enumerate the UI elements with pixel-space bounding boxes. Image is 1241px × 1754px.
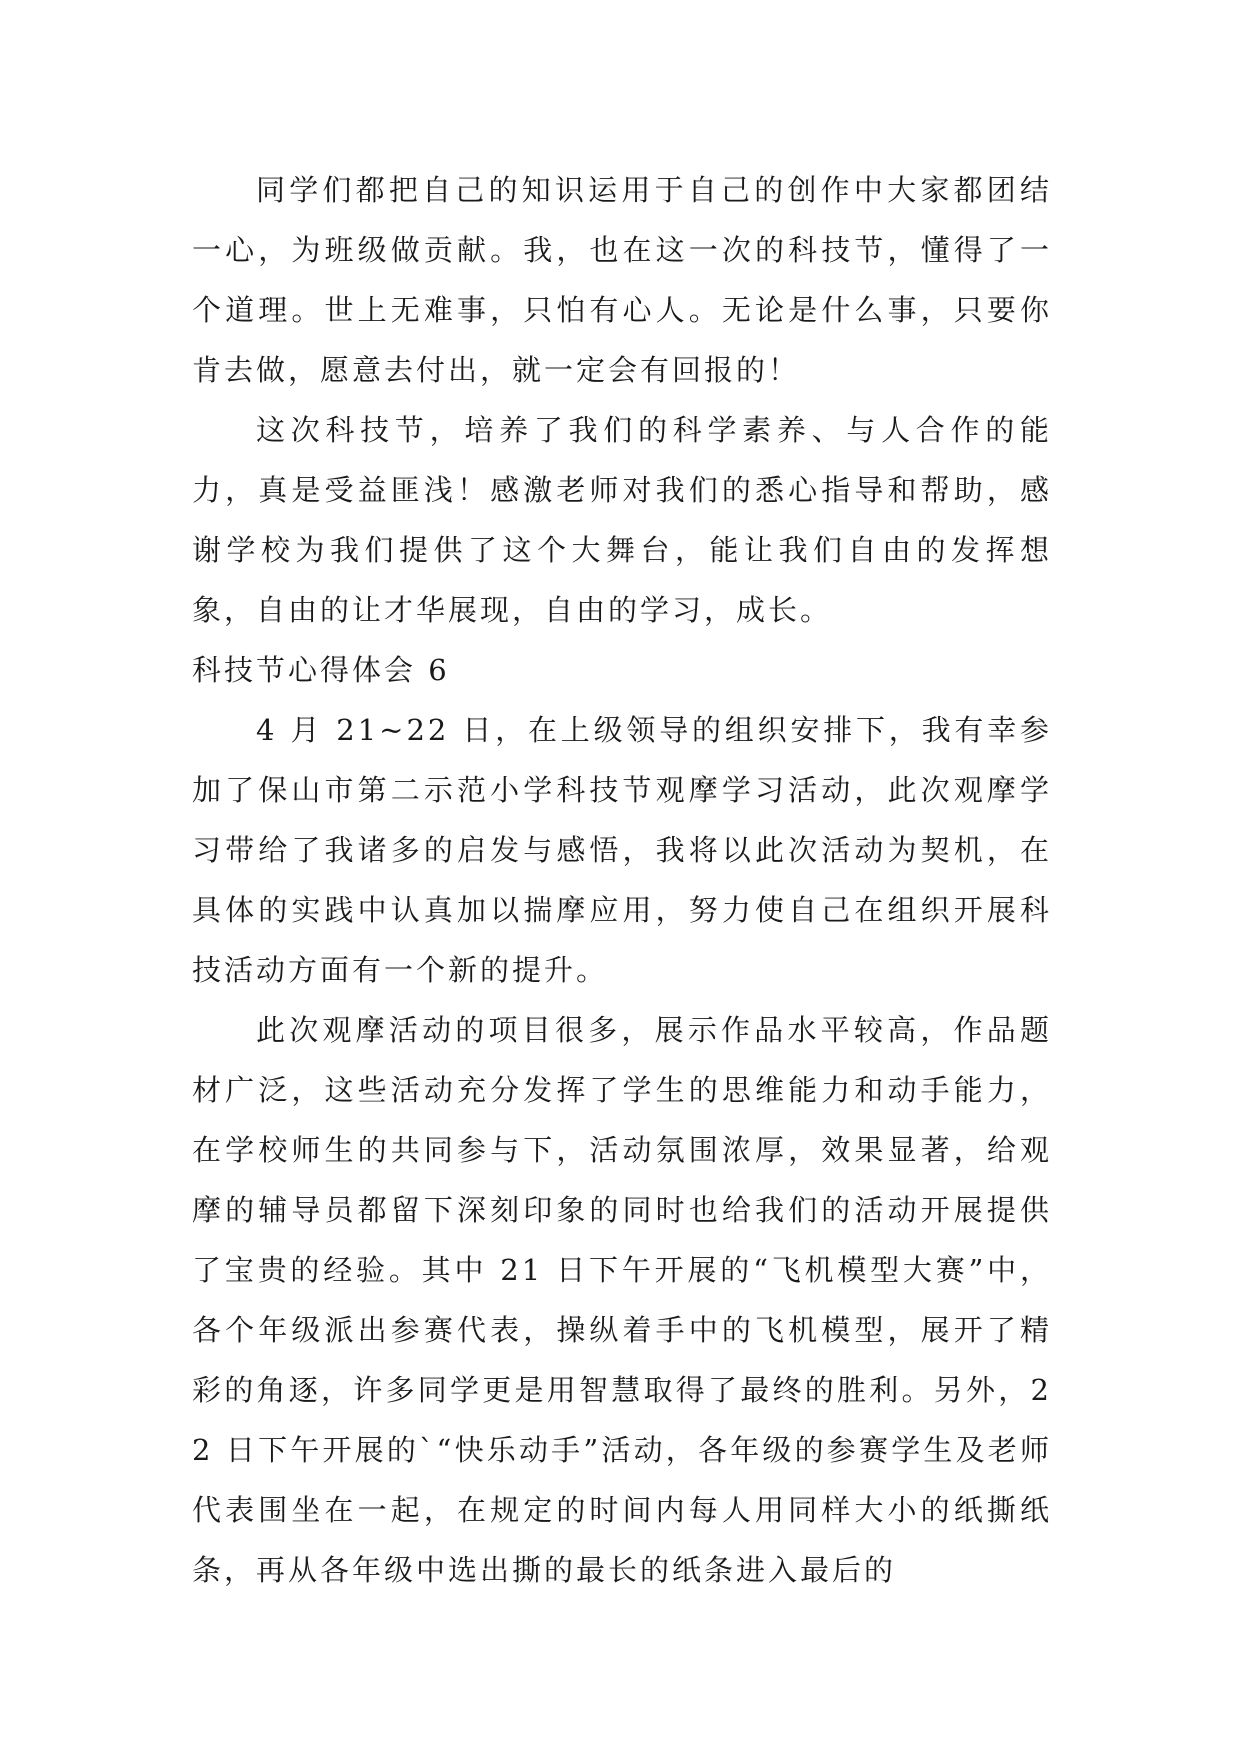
document-page [192,160,1052,1600]
paragraph-4: 此次观摩活动的项目很多，展示作品水平较高，作品题材广泛，这些活动充分发挥了学生的思维能力和动手能力，在学校师生的共同参与下，活动氛围浓厚，效果显著，给观摩的辅导员都留下深刻印象的同时也给我们的活动开展提供了宝贵的经验。其中 21 日下午开展的“飞机模型大赛”中，各个年级派出参赛代表，操纵着手中的飞机模型，展开了精彩的角逐，许多同学更是用智慧取得了最终的胜利。另外，22 日下午开展的`“快乐动手”活动，各年级的参赛学生及老师代表围坐在一起，在规定的时间内每人用同样大小的纸撕纸条，再从各年级中选出撕的最长的纸条进入最后的 [192,1013,1052,1587]
paragraph-3: 4 月 21~22 日，在上级领导的组织安排下，我有幸参加了保山市第二示范小学科技节观摩学习活动，此次观摩学习带给了我诸多的启发与感悟，我将以此次活动为契机，在具体的实践中认真加以揣摩应用，努力使自己在组织开展科技活动方面有一个新的提升。 [192,713,1052,987]
paragraph-2: 这次科技节，培养了我们的科学素养、与人合作的能力，真是受益匪浅！感激老师对我们的悉心指导和帮助，感谢学校为我们提供了这个大舞台，能让我们自由的发挥想象，自由的让才华展现，自由的学习，成长。 [192,413,1052,627]
section-heading: 科技节心得体会 6 [192,653,450,687]
paragraph-1: 同学们都把自己的知识运用于自己的创作中大家都团结一心，为班级做贡献。我，也在这一次的科技节，懂得了一个道理。世上无难事，只怕有心人。无论是什么事，只要你肯去做，愿意去付出，就一定会有回报的！ [192,173,1052,387]
